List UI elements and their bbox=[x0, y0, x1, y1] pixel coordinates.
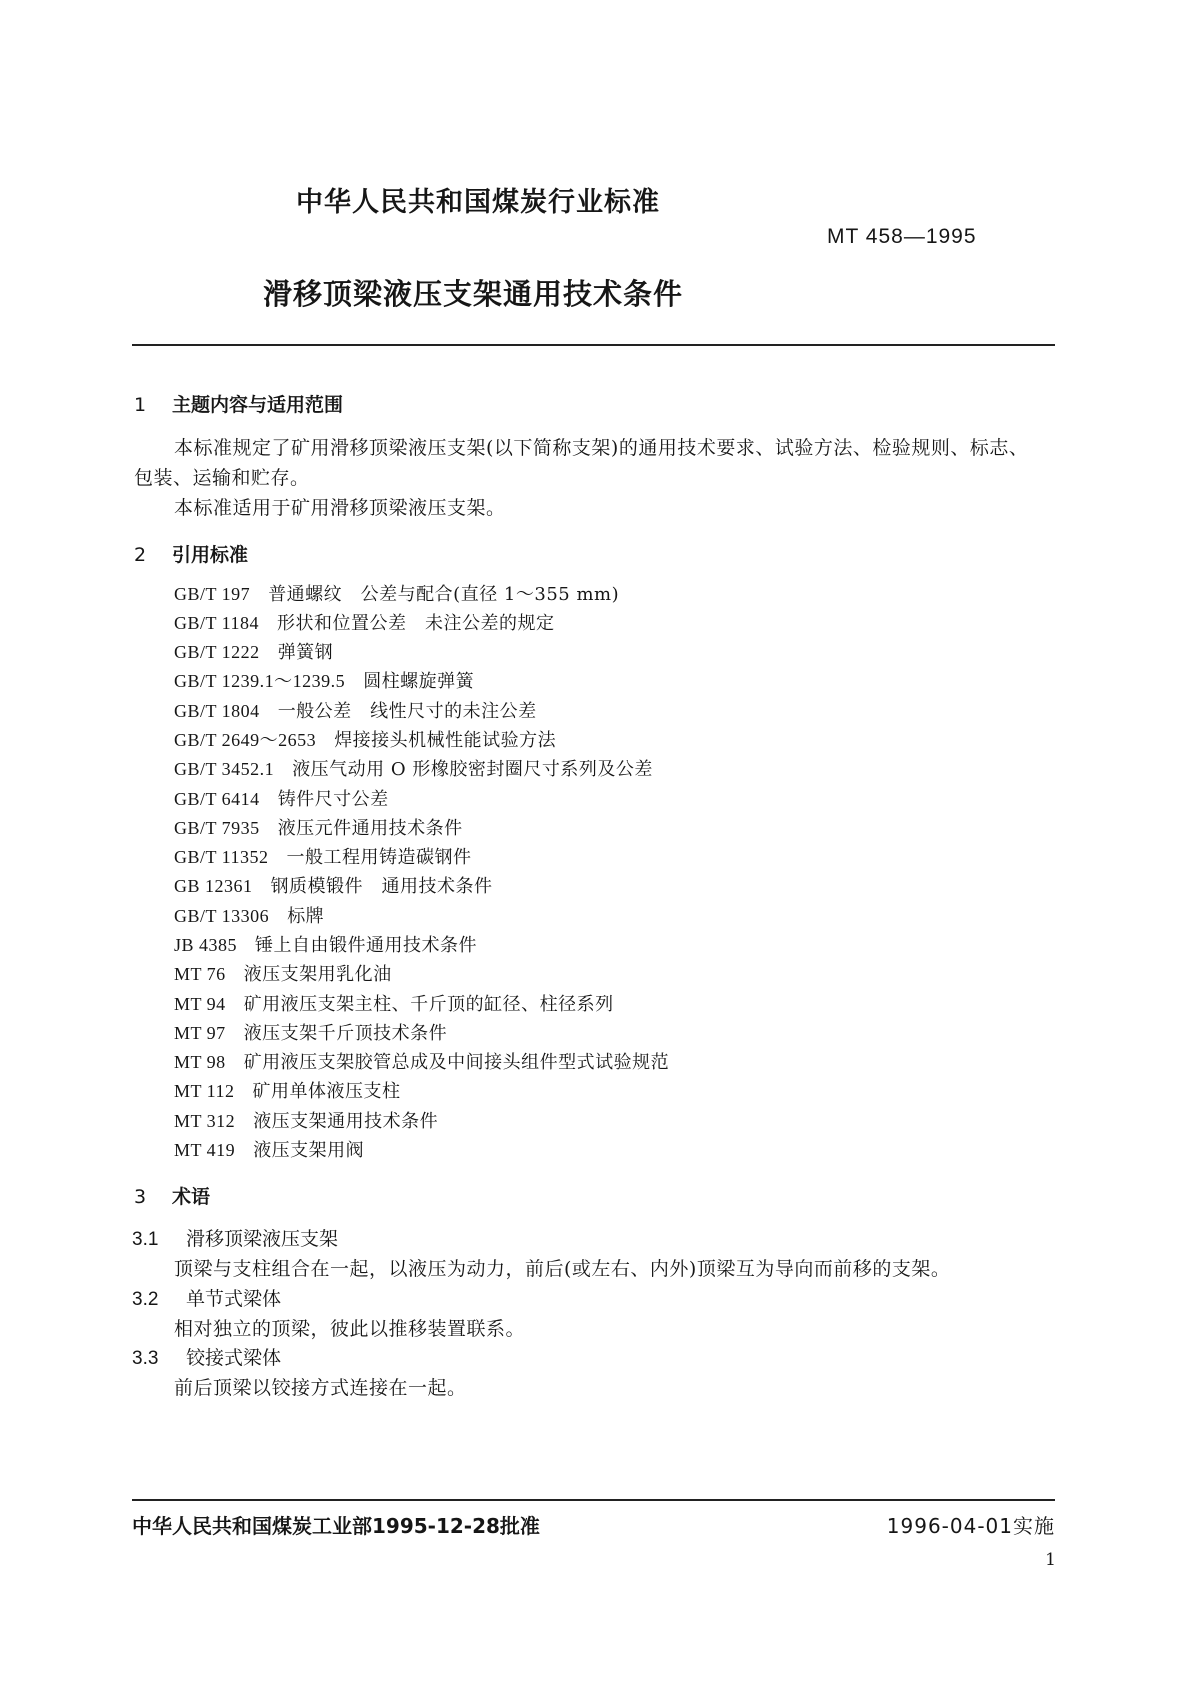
section-number: 3 bbox=[134, 1186, 147, 1208]
reference-code: GB/T 197 bbox=[174, 584, 251, 604]
reference-item bbox=[174, 726, 556, 752]
reference-item bbox=[174, 902, 324, 928]
section-number: 1 bbox=[134, 394, 147, 416]
section-2-heading bbox=[134, 540, 248, 567]
term-number: 3.3 bbox=[132, 1348, 159, 1369]
term-definition: 前后顶梁以铰接方式连接在一起。 bbox=[174, 1377, 467, 1399]
reference-code: MT 98 bbox=[174, 1052, 226, 1072]
document-title: 滑移顶梁液压支架通用技术条件 bbox=[263, 277, 684, 311]
reference-item bbox=[174, 1019, 447, 1045]
reference-item bbox=[174, 609, 555, 635]
term-number: 3.1 bbox=[132, 1229, 159, 1250]
reference-code: JB 4385 bbox=[174, 935, 238, 955]
reference-name: 一般公差 线性尺寸的未注公差 bbox=[277, 701, 537, 722]
reference-item bbox=[174, 931, 477, 957]
reference-item bbox=[174, 697, 537, 723]
reference-code: GB/T 2649～2653 bbox=[174, 730, 317, 750]
reference-name: 液压支架用阀 bbox=[253, 1140, 365, 1161]
reference-name: 铸件尺寸公差 bbox=[277, 789, 389, 810]
reference-code: GB/T 11352 bbox=[174, 847, 269, 867]
reference-code: MT 419 bbox=[174, 1140, 236, 1160]
reference-name: 液压支架通用技术条件 bbox=[253, 1111, 439, 1132]
reference-item bbox=[174, 814, 463, 840]
reference-item bbox=[174, 667, 474, 693]
term-name: 滑移顶梁液压支架 bbox=[186, 1228, 339, 1250]
reference-name: 液压元件通用技术条件 bbox=[277, 818, 463, 839]
term-heading bbox=[132, 1343, 281, 1370]
reference-name: 形状和位置公差 未注公差的规定 bbox=[277, 613, 555, 634]
paragraph-continuation: 包装、运输和贮存。 bbox=[134, 467, 310, 489]
reference-name: 液压支架千斤顶技术条件 bbox=[243, 1023, 448, 1044]
term-name: 铰接式梁体 bbox=[186, 1347, 282, 1369]
reference-code: GB/T 13306 bbox=[174, 906, 270, 926]
term-number: 3.2 bbox=[132, 1289, 159, 1310]
term-definition: 顶梁与支柱组合在一起，以液压为动力，前后(或左右、内外)顶梁互为导向而前移的支架。 bbox=[174, 1258, 951, 1280]
reference-code: GB/T 6414 bbox=[174, 789, 260, 809]
section-3-heading bbox=[134, 1182, 210, 1209]
section-title: 术语 bbox=[172, 1186, 211, 1208]
term-heading bbox=[132, 1224, 338, 1251]
term-heading bbox=[132, 1284, 281, 1311]
reference-name: 液压气动用 O 形橡胶密封圈尺寸系列及公差 bbox=[292, 759, 653, 780]
reference-item bbox=[174, 1107, 438, 1133]
reference-code: GB/T 1804 bbox=[174, 701, 260, 721]
reference-code: MT 94 bbox=[174, 994, 226, 1014]
section-title: 引用标准 bbox=[172, 544, 249, 566]
reference-name: 弹簧钢 bbox=[277, 642, 334, 663]
reference-name: 圆柱螺旋弹簧 bbox=[363, 671, 475, 692]
reference-code: GB/T 3452.1 bbox=[174, 759, 275, 779]
reference-code: MT 112 bbox=[174, 1081, 235, 1101]
reference-name: 锤上自由锻件通用技术条件 bbox=[255, 935, 478, 956]
reference-code: GB/T 1222 bbox=[174, 642, 260, 662]
standard-code: MT 458—1995 bbox=[827, 225, 977, 248]
page-number: 1 bbox=[1045, 1550, 1056, 1570]
reference-name: 液压支架用乳化油 bbox=[243, 964, 392, 985]
header-divider bbox=[132, 344, 1055, 346]
reference-name: 一般工程用铸造碳钢件 bbox=[286, 847, 472, 868]
reference-name: 矿用液压支架胶管总成及中间接头组件型式试验规范 bbox=[243, 1052, 670, 1073]
effective-date: 1996-04-01实施 bbox=[886, 1514, 1055, 1538]
term-name: 单节式梁体 bbox=[186, 1288, 282, 1310]
reference-code: GB/T 1184 bbox=[174, 613, 260, 633]
reference-item bbox=[174, 638, 333, 664]
reference-item bbox=[174, 1077, 401, 1103]
reference-item bbox=[174, 872, 493, 898]
reference-name: 钢质模锻件 通用技术条件 bbox=[270, 876, 493, 897]
paragraph: 本标准规定了矿用滑移顶梁液压支架(以下简称支架)的通用技术要求、试验方法、检验规则、标志、 bbox=[174, 437, 1029, 459]
reference-code: GB/T 1239.1～1239.5 bbox=[174, 671, 346, 691]
reference-item bbox=[174, 1048, 669, 1074]
reference-item bbox=[174, 843, 472, 869]
issuing-organization: 中华人民共和国煤炭行业标准 bbox=[296, 187, 660, 218]
reference-item bbox=[174, 990, 614, 1016]
section-1-heading bbox=[134, 390, 343, 417]
reference-code: MT 97 bbox=[174, 1023, 226, 1043]
reference-name: 矿用单体液压支柱 bbox=[252, 1081, 401, 1102]
reference-name: 标牌 bbox=[287, 906, 325, 927]
footer-divider bbox=[132, 1499, 1055, 1501]
reference-code: MT 76 bbox=[174, 964, 226, 984]
reference-item bbox=[174, 1136, 364, 1162]
approval-note: 中华人民共和国煤炭工业部1995-12-28批准 bbox=[132, 1514, 540, 1538]
reference-code: MT 312 bbox=[174, 1111, 236, 1131]
reference-code: GB/T 7935 bbox=[174, 818, 260, 838]
reference-name: 焊接接头机械性能试验方法 bbox=[334, 730, 557, 751]
reference-item bbox=[174, 960, 392, 986]
section-title: 主题内容与适用范围 bbox=[172, 394, 344, 416]
reference-item bbox=[174, 755, 653, 781]
reference-code: GB 12361 bbox=[174, 876, 253, 896]
reference-item bbox=[174, 580, 619, 606]
reference-name: 普通螺纹 公差与配合(直径 1～355 mm) bbox=[268, 584, 620, 605]
paragraph: 本标准适用于矿用滑移顶梁液压支架。 bbox=[174, 497, 506, 519]
reference-name: 矿用液压支架主柱、千斤顶的缸径、柱径系列 bbox=[243, 994, 614, 1015]
reference-item bbox=[174, 785, 389, 811]
term-definition: 相对独立的顶梁，彼此以推移装置联系。 bbox=[174, 1318, 526, 1340]
section-number: 2 bbox=[134, 544, 147, 566]
